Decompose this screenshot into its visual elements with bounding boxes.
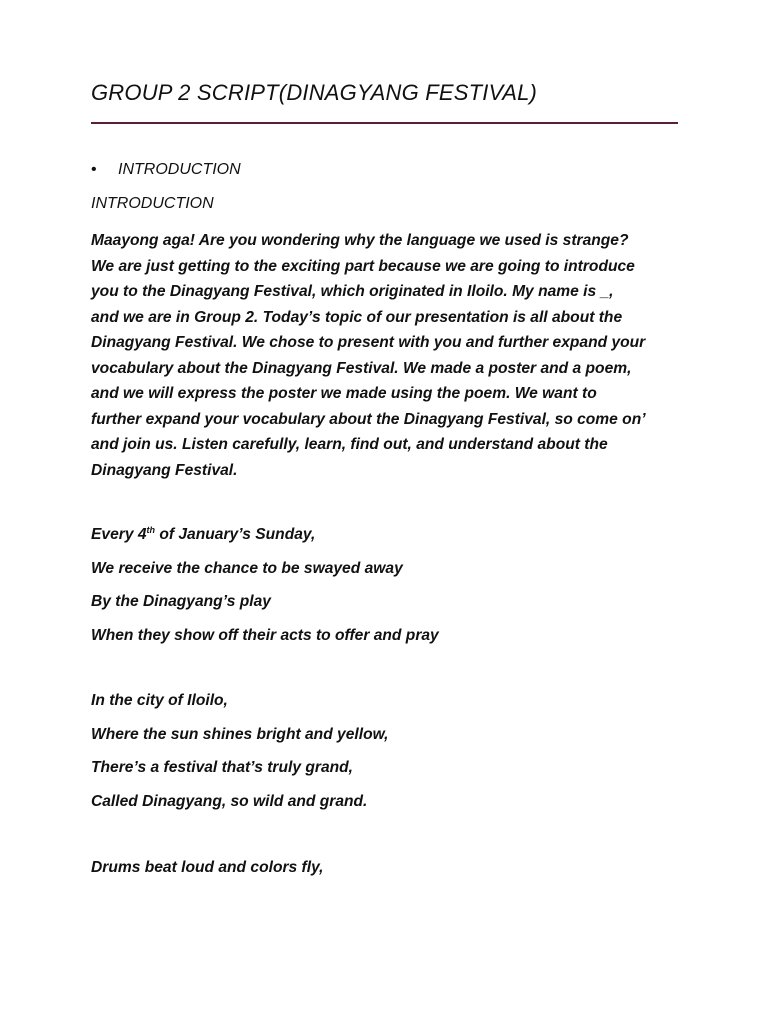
poem-line: Called Dinagyang, so wild and grand.	[91, 792, 368, 810]
intro-line: Dinagyang Festival.	[91, 461, 238, 479]
poem-line: By the Dinagyang’s play	[91, 593, 271, 610]
poem-line: There’s a festival that’s truly grand,	[91, 759, 354, 776]
poem-stanza-3	[91, 851, 691, 885]
title-divider	[91, 122, 678, 124]
poem-line: Where the sun shines bright and yellow,	[91, 725, 389, 743]
poem-line: When they show off their acts to offer and pray	[91, 626, 439, 644]
document-title: GROUP 2 SCRIPT(DINAGYANG FESTIVAL)	[91, 80, 538, 105]
poem-stanza-1	[91, 518, 691, 652]
poem-stanza-2	[91, 684, 691, 818]
poem-line-text: of January’s Sunday,	[155, 526, 316, 543]
intro-line: you to the Dinagyang Festival, which originated in Iloilo. My name is _,	[91, 283, 614, 300]
intro-line: further expand your vocabulary about the Dinagyang Festival, so come on’	[91, 410, 646, 428]
poem-line: In the city of Iloilo,	[91, 692, 228, 709]
poem-line	[91, 518, 691, 552]
bullet-icon: •	[91, 161, 97, 178]
bullet-list-item	[91, 161, 241, 179]
intro-line: and we will express the poster we made using the poem. We want to	[91, 385, 597, 402]
poem-line-text: Every 4	[91, 526, 147, 543]
poem-line: We receive the chance to be swayed away	[91, 559, 403, 577]
intro-line: and join us. Listen carefully, learn, find out, and understand about the	[91, 436, 608, 453]
section-heading: INTRODUCTION	[91, 195, 214, 212]
intro-line: Dinagyang Festival. We chose to present with you and further expand your	[91, 334, 646, 351]
intro-line: We are just getting to the exciting part because we are going to introduce	[91, 257, 635, 275]
poem-line: Drums beat loud and colors fly,	[91, 859, 324, 876]
bullet-item-label: INTRODUCTION	[118, 161, 241, 178]
intro-line: Maayong aga! Are you wondering why the language we used is strange?	[91, 232, 629, 249]
intro-paragraph	[91, 228, 691, 483]
intro-line: vocabulary about the Dinagyang Festival. We made a poster and a poem,	[91, 359, 632, 377]
intro-line: and we are in Group 2. Today’s topic of our presentation is all about the	[91, 308, 623, 326]
ordinal-suffix: th	[146, 524, 155, 535]
